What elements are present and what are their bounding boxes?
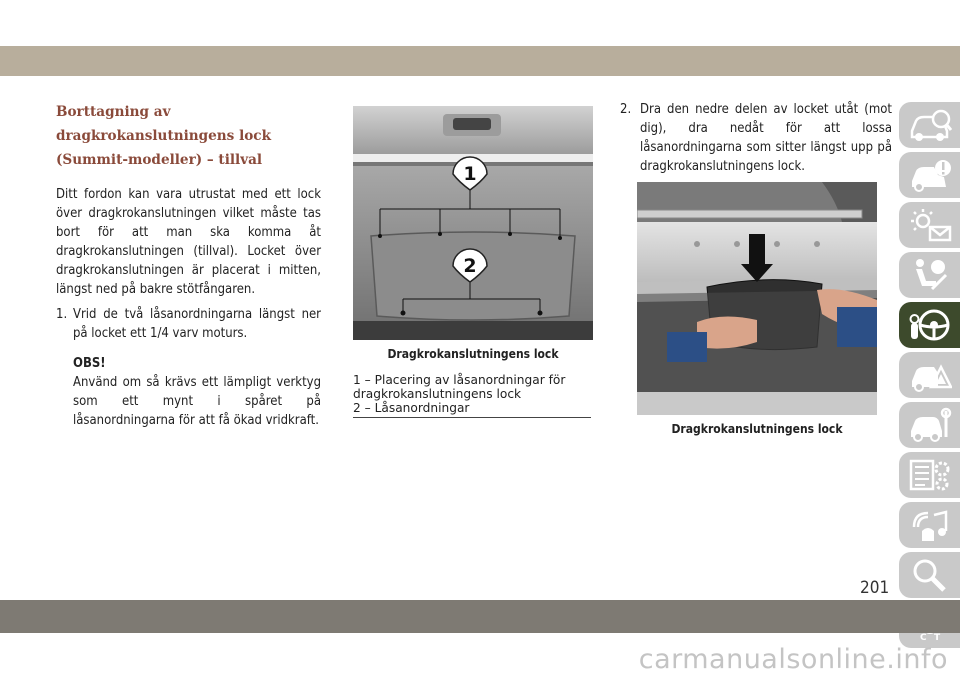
step-text: Dra den nedre delen av locket utåt (mot dig), dra nedåt för att lossa låsanordningarna som sitter längst upp på dragkrokanslutningens lock. bbox=[640, 102, 892, 174]
footer-band bbox=[0, 600, 960, 633]
chapter-tabs bbox=[899, 102, 960, 652]
step-number: 2. bbox=[620, 102, 632, 117]
figure-1-caption: Dragkrokanslutningens lock bbox=[387, 347, 559, 361]
page-number: 201 bbox=[860, 578, 890, 598]
step-2 bbox=[620, 100, 892, 176]
header-band bbox=[0, 46, 960, 76]
intro-paragraph: Ditt fordon kan vara utrustat med ett lock över dragkrokanslutningen vilket måste tas bort för att man ska komma åt dragkrokanslutningen (tillval). Locket över dragkrokanslutningen är placerat i mitten, längst ned på bakre stötfångaren. bbox=[56, 187, 321, 297]
text-column-left bbox=[56, 100, 321, 430]
step-text: Vrid de två låsanordningarna längst ner på locket ett 1/4 varv moturs. bbox=[73, 307, 321, 341]
section-heading: Borttagning av dragkrokanslutningens lock (Summit-modeller) – tillval bbox=[56, 104, 271, 168]
tab-dashboard-lights[interactable] bbox=[899, 202, 960, 248]
multimedia-icon bbox=[908, 507, 952, 543]
specs-gear-icon bbox=[908, 457, 952, 493]
svg-text:T: T bbox=[933, 633, 940, 643]
tab-multimedia[interactable] bbox=[899, 502, 960, 548]
search-icon bbox=[908, 557, 952, 593]
tab-steering-wheel-key[interactable] bbox=[899, 302, 960, 348]
car-info-icon bbox=[908, 107, 952, 143]
car-warning-icon bbox=[908, 157, 952, 193]
tab-hazard-car[interactable] bbox=[899, 352, 960, 398]
tab-car-wrench[interactable] bbox=[899, 402, 960, 448]
watermark-text: carmanualsonline.info bbox=[638, 644, 948, 675]
figure-1-legend bbox=[353, 373, 591, 418]
note-block bbox=[73, 354, 321, 430]
bumper-cover-photo bbox=[353, 106, 593, 340]
tab-specs-gear[interactable] bbox=[899, 452, 960, 498]
step-number: 1. bbox=[56, 307, 68, 322]
legend-item-1: 1 – Placering av låsanordningar för dragkrokanslutningens lock bbox=[353, 373, 566, 401]
text-column-right bbox=[620, 100, 892, 436]
step-1 bbox=[56, 305, 321, 343]
hazard-car-icon bbox=[908, 357, 952, 393]
tab-car-info[interactable] bbox=[899, 102, 960, 148]
figure-2-caption: Dragkrokanslutningens lock bbox=[671, 422, 843, 436]
tab-car-warning[interactable] bbox=[899, 152, 960, 198]
car-wrench-icon bbox=[908, 407, 952, 443]
tab-seat-airbag[interactable] bbox=[899, 252, 960, 298]
callout-1-label: 1 bbox=[463, 163, 477, 185]
figure-1 bbox=[353, 106, 593, 418]
note-title: OBS! bbox=[73, 356, 106, 371]
legend-item-2: 2 – Låsanordningar bbox=[353, 401, 470, 415]
seat-airbag-icon bbox=[908, 257, 952, 293]
note-text: Använd om så krävs ett lämpligt verktyg som ett mynt i spåret på låsanordningarna för att få ökad vridkraft. bbox=[73, 375, 321, 428]
steering-wheel-key-icon bbox=[908, 307, 952, 343]
callout-2-label: 2 bbox=[463, 255, 477, 277]
dashboard-lights-icon bbox=[908, 207, 952, 243]
tab-search[interactable] bbox=[899, 552, 960, 598]
removing-cover-photo bbox=[637, 182, 877, 415]
svg-text:C: C bbox=[919, 633, 927, 643]
